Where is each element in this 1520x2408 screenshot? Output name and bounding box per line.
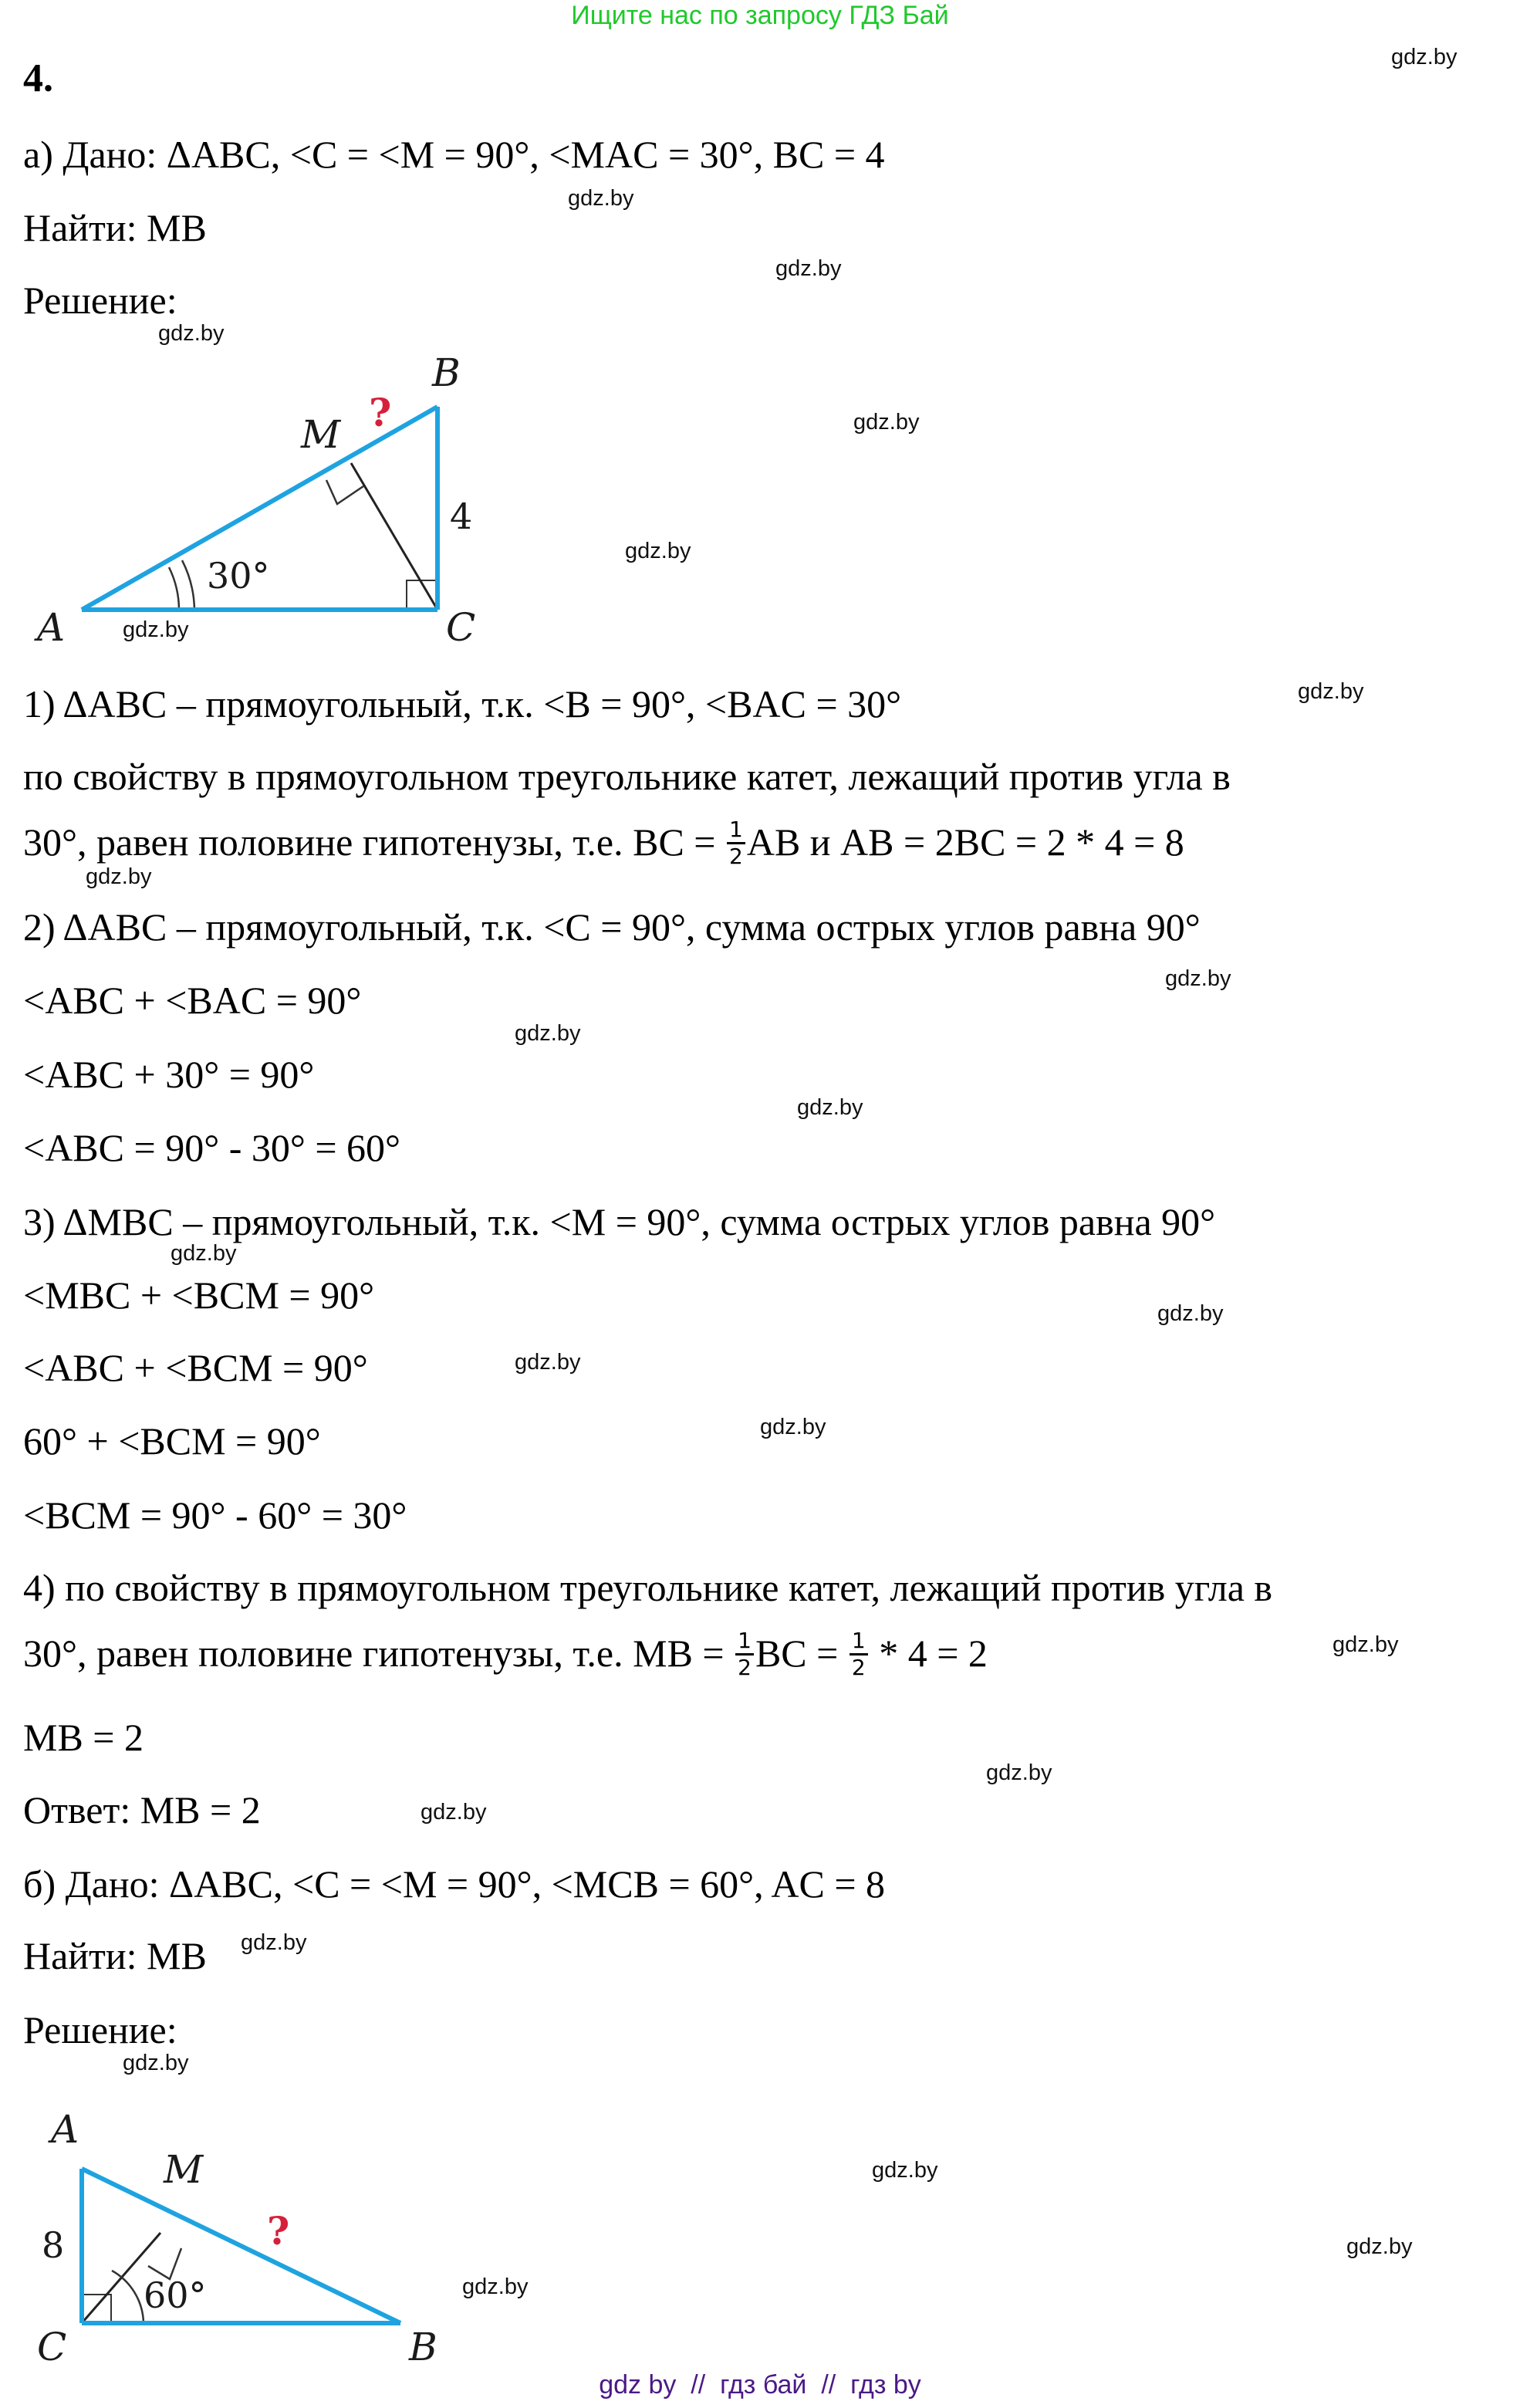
watermark: gdz.by <box>760 1415 826 1439</box>
watermark: gdz.by <box>986 1760 1052 1785</box>
fraction-numerator: 1 <box>727 819 745 844</box>
side-ac-label: 8 <box>42 2224 65 2266</box>
fraction-numerator: 1 <box>735 1630 754 1656</box>
part-a-given: а) Дано: ΔABC, <C = <M = 90°, <MAC = 30°, BC = 4 <box>23 133 885 176</box>
step-text: 30°, равен половине гипотенузы, т.е. MB = <box>23 1632 735 1675</box>
vertex-m-label: M <box>164 2147 204 2192</box>
watermark: gdz.by <box>462 2274 529 2299</box>
step-3-line-2: <MBC + <BCM = 90° <box>23 1273 375 1317</box>
watermark: gdz.by <box>1298 679 1364 704</box>
step-3-line-4: 60° + <BCM = 90° <box>23 1419 321 1463</box>
part-a-triangle-diagram <box>0 340 540 664</box>
fraction-one-half <box>735 1630 754 1679</box>
watermark: gdz.by <box>171 1241 237 1266</box>
watermark: gdz.by <box>421 1800 487 1825</box>
step-text: AB и AB = 2BC = 2 * 4 = 8 <box>746 820 1184 864</box>
watermark: gdz.by <box>853 410 920 435</box>
vertex-c-label: C <box>446 605 476 650</box>
step-text: * 4 = 2 <box>869 1632 988 1675</box>
step-3-line-1: 3) ΔMBC – прямоугольный, т.к. <M = 90°, сумма острых углов равна 90° <box>23 1200 1216 1243</box>
watermark: gdz.by <box>515 1021 581 1046</box>
step-4-line-2 <box>23 1628 988 1682</box>
watermark: gdz.by <box>123 2051 189 2075</box>
side-bc-label: 4 <box>450 495 473 537</box>
part-a-answer: Ответ: MB = 2 <box>23 1788 261 1831</box>
watermark: gdz.by <box>1346 2234 1413 2259</box>
vertex-b-label: B <box>409 2325 437 2369</box>
vertex-b-label: B <box>432 350 461 395</box>
unknown-mark: ? <box>369 390 392 435</box>
watermark: gdz.by <box>241 1930 307 1955</box>
task-number: 4. <box>23 56 53 100</box>
part-b-solution-label: Решение: <box>23 2008 177 2051</box>
fraction-numerator: 1 <box>850 1630 868 1656</box>
part-b-find: Найти: MB <box>23 1934 207 1977</box>
vertex-a-label: A <box>51 2107 79 2152</box>
fraction-denominator: 2 <box>738 1655 752 1681</box>
step-2-line-1: 2) ΔABC – прямоугольный, т.к. <C = 90°, сумма острых углов равна 90° <box>23 905 1201 949</box>
step-1-line-1: 1) ΔABC – прямоугольный, т.к. <B = 90°, <BAC = 30° <box>23 682 902 725</box>
fraction-denominator: 2 <box>851 1655 866 1681</box>
fraction-one-half <box>727 817 745 870</box>
step-4-line-1: 4) по свойству в прямоугольном треугольнике катет, лежащий против угла в <box>23 1566 1272 1609</box>
step-2-line-4: <ABC = 90° - 30° = 60° <box>23 1126 401 1169</box>
watermark: gdz.by <box>1157 1301 1224 1326</box>
watermark: gdz.by <box>797 1095 863 1120</box>
vertex-c-label: C <box>37 2325 67 2369</box>
step-result: MB = 2 <box>23 1716 144 1759</box>
part-b-triangle-diagram <box>0 2084 540 2369</box>
part-b-given: б) Дано: ΔABC, <C = <M = 90°, <MCB = 60°, AC = 8 <box>23 1862 886 1906</box>
part-a-solution-label: Решение: <box>23 279 177 322</box>
watermark: gdz.by <box>123 617 189 642</box>
step-text: BC = <box>755 1632 848 1675</box>
step-1-line-2: по свойству в прямоугольном треугольнике катет, лежащий против угла в <box>23 755 1231 798</box>
watermark: gdz.by <box>1391 45 1458 69</box>
fraction-denominator: 2 <box>729 844 743 870</box>
step-3-line-3: <ABC + <BCM = 90° <box>23 1346 368 1389</box>
step-3-line-5: <BCM = 90° - 60° = 30° <box>23 1493 407 1537</box>
angle-c-label: 60° <box>144 2274 207 2316</box>
watermark: gdz.by <box>568 186 634 211</box>
step-2-line-3: <ABC + 30° = 90° <box>23 1053 315 1096</box>
unknown-mark: ? <box>267 2208 290 2254</box>
search-banner[interactable]: Ищите нас по запросу ГДЗ Бай <box>571 1 949 30</box>
fraction-one-half <box>850 1630 868 1679</box>
watermark: gdz.by <box>1165 966 1231 991</box>
watermark: gdz.by <box>158 321 225 346</box>
footer-links[interactable]: gdz by // гдз бай // гдз by <box>599 2370 921 2400</box>
step-2-line-2: <ABC + <BAC = 90° <box>23 979 362 1022</box>
watermark: gdz.by <box>775 256 842 281</box>
step-text: 30°, равен половине гипотенузы, т.е. BC = <box>23 820 726 864</box>
angle-a-label: 30° <box>207 555 270 597</box>
vertex-m-label: M <box>301 412 341 457</box>
step-1-line-3 <box>23 817 1184 871</box>
watermark: gdz.by <box>625 539 691 563</box>
watermark: gdz.by <box>1333 1632 1399 1657</box>
watermark: gdz.by <box>872 2158 938 2183</box>
part-a-find: Найти: MB <box>23 206 207 249</box>
vertex-a-label: A <box>37 605 66 650</box>
watermark: gdz.by <box>86 864 152 889</box>
watermark: gdz.by <box>515 1350 581 1375</box>
